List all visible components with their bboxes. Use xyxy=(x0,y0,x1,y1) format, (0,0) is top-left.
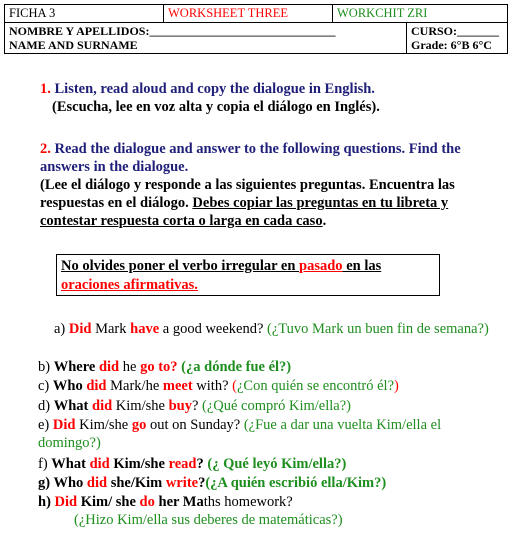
qf-t1: Kim/she xyxy=(109,456,169,472)
qc-es: ¿Con quién se encontró él? xyxy=(236,378,395,394)
note-box xyxy=(56,254,440,296)
qh-label: h) xyxy=(38,494,55,510)
qc-t2: with? xyxy=(192,378,233,394)
qd-t2: ? xyxy=(191,398,203,414)
workchit-cell xyxy=(333,5,508,23)
header-table xyxy=(4,4,508,54)
curso-cell xyxy=(407,23,508,54)
qa-t1: Mark xyxy=(91,321,131,337)
ficha-label: FICHA 3 xyxy=(9,6,56,20)
qe-did: Did xyxy=(52,417,76,433)
qh-t2: her Ma xyxy=(154,494,204,510)
qd-did: did xyxy=(92,398,113,414)
qe-es: (¿Fue a dar una vuelta Kim/ella el domingo?) xyxy=(38,417,442,451)
qh-es: (¿Hizo Kim/ella sus deberes de matemáticas?) xyxy=(74,512,343,528)
q2-text-es-end: . xyxy=(322,213,327,229)
qg-verb: write xyxy=(165,475,199,491)
qg-w: Who xyxy=(53,475,87,491)
qh-t3: ths homework? xyxy=(203,494,293,510)
qc-did: did xyxy=(86,378,107,394)
qf-did: did xyxy=(89,456,110,472)
qc-t1: Mark/he xyxy=(106,378,163,394)
qa-t2: a good weekend? xyxy=(159,321,268,337)
note-part2: en las xyxy=(342,258,382,274)
qe-t2: out on Sunday? xyxy=(146,417,244,433)
qe-label: e) xyxy=(38,417,53,433)
qb-verb: go to? xyxy=(140,359,178,375)
q1-text-es: (Escucha, lee en voz alta y copia el diálogo en Inglés). xyxy=(52,99,380,115)
qc-label: c) xyxy=(38,378,53,394)
question-f xyxy=(38,455,494,473)
question-a xyxy=(54,320,510,338)
qg-did: did xyxy=(86,475,108,491)
q1-text-en: Listen, read aloud and copy the dialogue in English. xyxy=(54,81,375,97)
q2-number: 2. xyxy=(40,141,51,157)
qc-w: Who xyxy=(52,378,87,394)
qb-t1: he xyxy=(119,359,141,375)
name-en: NAME AND SURNAME xyxy=(9,38,138,52)
qf-verb: read xyxy=(168,456,197,472)
qh-t1: Kim/ she xyxy=(77,494,140,510)
question-c xyxy=(38,377,494,395)
qh-verb: do xyxy=(139,494,155,510)
qg-t2: ? xyxy=(198,475,206,491)
grade-label: Grade: 6°B 6°C xyxy=(411,38,492,52)
qb-did: did xyxy=(98,359,120,375)
q2-text-es: (Lee el diálogo y responde a las siguientes preguntas. Encuentra las respuestas en el diálogo. xyxy=(40,177,455,211)
qd-verb: buy xyxy=(168,398,192,414)
qh-did: Did xyxy=(54,494,78,510)
qg-es: (¿A quién escribió ella/Kim?) xyxy=(205,475,387,491)
qa-label: a) xyxy=(54,321,69,337)
question-1 xyxy=(40,80,514,116)
question-2 xyxy=(40,140,508,230)
curso-label: CURSO:_______ xyxy=(411,24,500,38)
workchit-label: WORKCHIT ZRI xyxy=(337,6,428,20)
qc-verb: meet xyxy=(162,378,193,394)
question-b xyxy=(38,358,494,376)
qc-es-open: ( xyxy=(232,378,237,394)
qg-t1: she/Kim xyxy=(107,475,166,491)
qa-es: (¿Tuvo Mark un buen fin de semana?) xyxy=(267,321,489,337)
worksheet-label: WORKSHEET THREE xyxy=(168,6,289,20)
qg-label: g) xyxy=(38,475,54,491)
name-es: NOMBRE Y APELLIDOS:_______________________________ xyxy=(9,24,336,38)
qf-es: (¿ Qué leyó Kim/ella?) xyxy=(207,456,347,472)
note-part3: oraciones afirmativas. xyxy=(61,277,198,293)
qd-es: (¿Qué compró Kim/ella?) xyxy=(202,398,351,414)
qb-es: (¿a dónde fue él?) xyxy=(177,359,292,375)
qb-w: Where xyxy=(53,359,99,375)
qf-t2: ? xyxy=(196,456,208,472)
ficha-cell xyxy=(5,5,164,23)
qc-es-close: ) xyxy=(394,378,399,394)
qf-w: What xyxy=(51,456,90,472)
qa-verb: have xyxy=(130,321,160,337)
q2-text-en: Read the dialogue and answer to the following questions. Find the answers in the dialogue. xyxy=(40,141,461,175)
name-cell xyxy=(5,23,407,54)
note-pasado: pasado xyxy=(299,258,343,274)
note-part1: No olvides poner el verbo irregular en xyxy=(61,258,300,274)
question-h xyxy=(38,493,494,529)
qd-label: d) xyxy=(38,398,54,414)
question-e xyxy=(38,416,506,452)
qf-label: f) xyxy=(38,456,52,472)
qa-did: Did xyxy=(68,321,92,337)
q1-number: 1. xyxy=(40,81,51,97)
question-g xyxy=(38,474,494,492)
qe-t1: Kim/she xyxy=(75,417,132,433)
qd-w: What xyxy=(53,398,92,414)
qb-label: b) xyxy=(38,359,54,375)
worksheet-cell xyxy=(164,5,333,23)
question-d xyxy=(38,397,494,415)
qe-verb: go xyxy=(131,417,147,433)
q2-text-es-underlined: Debes copiar las preguntas en tu libreta y contestar respuesta corta o larga en cada caso xyxy=(40,195,449,229)
qd-t1: Kim/she xyxy=(112,398,169,414)
